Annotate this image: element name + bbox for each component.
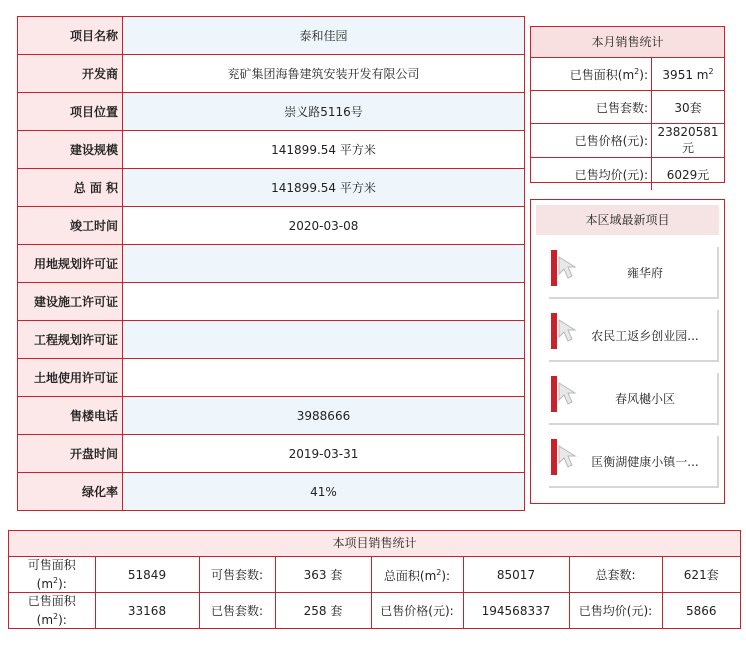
info-value: 兖矿集团海鲁建筑安装开发有限公司: [123, 55, 525, 93]
available-area-value: 51849: [95, 557, 199, 593]
available-area-unit-end: ):: [58, 577, 67, 591]
area-label-end: ):: [639, 67, 648, 82]
info-label: 项目名称: [18, 17, 123, 55]
info-row-name: [18, 17, 525, 55]
info-value: 141899.54 平方米: [123, 169, 525, 207]
newest-project-name[interactable]: 春风樾小区: [614, 391, 675, 406]
total-units-label: 总套数:: [569, 557, 662, 593]
sold-avg-value: 5866: [662, 593, 740, 629]
sold-area-unit-end: ):: [58, 613, 67, 627]
info-value: [123, 321, 525, 359]
monthly-avg-row: [531, 158, 724, 191]
newest-project-name[interactable]: 匡衡湖健康小镇一...: [591, 454, 699, 469]
newest-project-card[interactable]: [549, 310, 719, 362]
newest-project-name[interactable]: 农民工返乡创业园...: [591, 328, 699, 343]
monthly-price-value: 23820581元: [652, 124, 725, 158]
sold-price-value: 194568337: [463, 593, 569, 629]
info-row-developer: [18, 55, 525, 93]
monthly-sales-panel: [530, 26, 725, 183]
newest-project-card[interactable]: [549, 247, 719, 299]
monthly-sales-table: [531, 58, 724, 190]
info-row-construction-permit: [18, 283, 525, 321]
newest-projects-panel: [530, 199, 725, 504]
sold-units-label: 已售套数:: [199, 593, 275, 629]
total-area-label-text: 总面积(m: [383, 569, 437, 583]
sold-area-label-text: 已售面积: [27, 594, 76, 608]
project-sales-row-sold: [9, 593, 740, 629]
info-value: 2020-03-08: [123, 207, 525, 245]
info-row-planning-permit: [18, 321, 525, 359]
newest-project-name[interactable]: 雍华府: [626, 265, 663, 280]
total-units-value: 621套: [662, 557, 740, 593]
available-area-unit: (m: [36, 577, 54, 591]
info-value: [123, 245, 525, 283]
monthly-area-label: [531, 58, 652, 91]
total-area-label: [371, 557, 463, 593]
monthly-avg-value: 6029元: [652, 158, 725, 191]
info-row-land-use-permit: [18, 359, 525, 397]
info-value: 41%: [123, 473, 525, 511]
sold-units-value: 258 套: [275, 593, 371, 629]
sold-avg-label: 已售均价(元):: [569, 593, 662, 629]
available-area-label-text: 可售面积: [27, 558, 76, 572]
project-sales-panel: [8, 530, 741, 629]
monthly-sales-title: 本月销售统计: [531, 27, 724, 58]
info-row-land-permit: [18, 245, 525, 283]
info-row-scale: [18, 131, 525, 169]
project-sales-title: 本项目销售统计: [9, 531, 740, 557]
info-label: 工程规划许可证: [18, 321, 123, 359]
info-label: 售楼电话: [18, 397, 123, 435]
monthly-avg-label: 已售均价(元):: [531, 158, 652, 191]
monthly-area-value: [652, 58, 725, 91]
available-area-label: [9, 557, 95, 593]
monthly-units-value: 30套: [652, 91, 725, 124]
area-label-sup: 2: [634, 66, 640, 76]
monthly-price-label: 已售价格(元):: [531, 124, 652, 158]
info-row-phone: [18, 397, 525, 435]
area-value-sup: 2: [708, 66, 714, 76]
info-value: 2019-03-31: [123, 435, 525, 473]
sold-area-value: 33168: [95, 593, 199, 629]
info-value: 泰和佳园: [123, 17, 525, 55]
info-label: 竣工时间: [18, 207, 123, 245]
monthly-units-label: 已售套数:: [531, 91, 652, 124]
project-info-body: [18, 17, 525, 511]
info-row-location: [18, 93, 525, 131]
monthly-area-row: [531, 58, 724, 91]
available-area-unit-sup: 2: [53, 576, 59, 585]
info-label: 绿化率: [18, 473, 123, 511]
info-row-total-area: [18, 169, 525, 207]
info-row-green-rate: [18, 473, 525, 511]
project-info-table: [17, 16, 525, 511]
info-value: [123, 359, 525, 397]
sold-price-label: 已售价格(元):: [371, 593, 463, 629]
available-units-label: 可售套数:: [199, 557, 275, 593]
sold-area-unit: (m: [36, 613, 54, 627]
area-label-text: 已售面积(m: [569, 67, 635, 82]
monthly-units-row: [531, 91, 724, 124]
project-sales-row-available: [9, 557, 740, 593]
total-area-value: 85017: [463, 557, 569, 593]
info-value: [123, 283, 525, 321]
info-value: 崇义路5116号: [123, 93, 525, 131]
total-area-label-end: ):: [441, 569, 451, 583]
info-row-completion: [18, 207, 525, 245]
info-label: 开发商: [18, 55, 123, 93]
info-label: 建设规模: [18, 131, 123, 169]
info-label: 开盘时间: [18, 435, 123, 473]
sold-area-unit-sup: 2: [53, 612, 59, 621]
info-value: 141899.54 平方米: [123, 131, 525, 169]
newest-projects-title: 本区域最新项目: [536, 205, 719, 235]
info-label: 项目位置: [18, 93, 123, 131]
info-value: 3988666: [123, 397, 525, 435]
info-label: 建设施工许可证: [18, 283, 123, 321]
area-value-text: 3951 m: [662, 67, 709, 82]
info-row-opening-date: [18, 435, 525, 473]
monthly-price-row: [531, 124, 724, 158]
project-sales-table: [9, 557, 740, 628]
total-area-label-sup: 2: [436, 568, 442, 577]
info-label: 用地规划许可证: [18, 245, 123, 283]
info-label: 土地使用许可证: [18, 359, 123, 397]
sold-area-label: [9, 593, 95, 629]
available-units-value: 363 套: [275, 557, 371, 593]
info-label: 总 面 积: [18, 169, 123, 207]
newest-project-card[interactable]: [549, 373, 719, 425]
newest-project-card[interactable]: [549, 436, 719, 488]
